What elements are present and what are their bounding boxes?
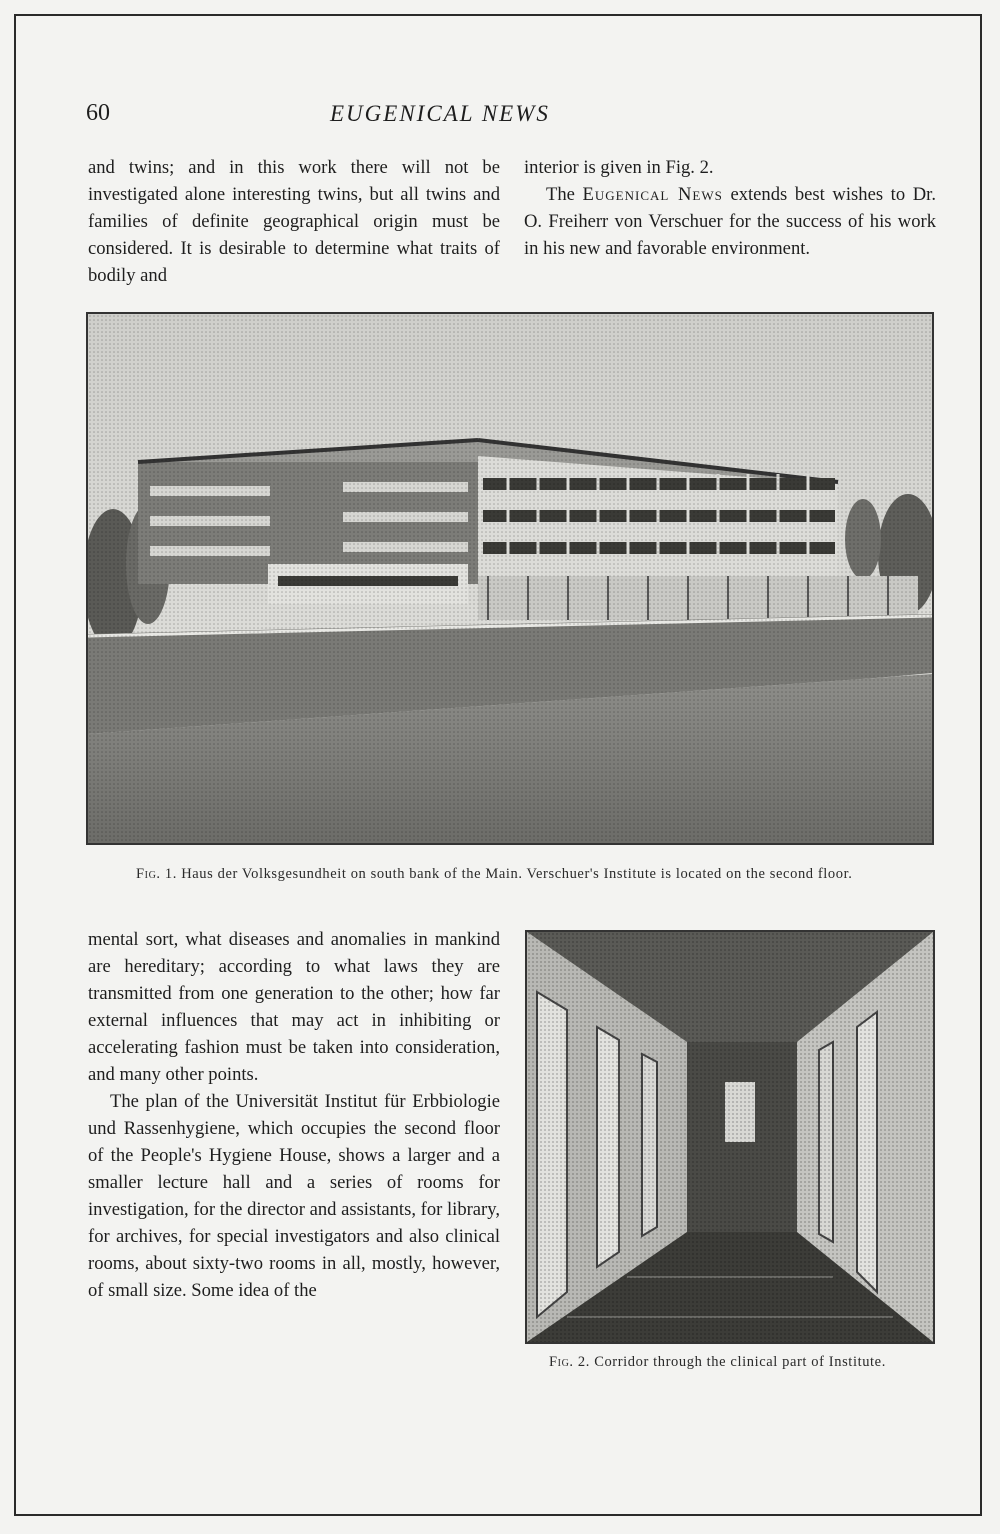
figure-1-building-photo: [86, 312, 934, 845]
column-bottom-left: [88, 926, 500, 1304]
caption-text: Corridor through the clinical part of Institute.: [594, 1354, 886, 1370]
caption-text: Haus der Volksgesundheit on south bank of the Main. Verschuer's Institute is located on the second floor.: [181, 866, 853, 882]
figure-label: Fig. 2.: [549, 1354, 590, 1370]
column-top-left: [88, 154, 500, 289]
page-number: 60: [86, 100, 110, 126]
corridor-illustration: [527, 932, 933, 1342]
paragraph-rest: extends best wishes to Dr. O. Freiherr von Verschuer for the success of his work in his new and favorable environment.: [524, 184, 936, 259]
figure-label: Fig. 1.: [136, 866, 177, 882]
paragraph: [524, 181, 936, 262]
paragraph-prefix: The: [546, 184, 575, 205]
column-top-right: [524, 154, 936, 262]
paragraph: mental sort, what diseases and anomalies in mankind are hereditary; according to what laws they are transmitted from one generation to the other; how far external influences that may act in inhibiting or accelerating fashion must be taken into consideration, and many other points.: [88, 929, 500, 1085]
running-title: EUGENICAL NEWS: [330, 101, 550, 126]
paragraph: The plan of the Universität Institut für Erbbiologie und Rassenhygiene, which occupies the second floor of the People's Hygiene House, shows a larger and a smaller lecture hall and a series of rooms for investigation, for the director and assistants, for library, for archives, for special investigators and also clinical rooms, about sixty-two rooms in all, mostly, however, of small size. Some idea of the: [88, 1091, 500, 1301]
figure-2-caption: [525, 1352, 937, 1372]
building-illustration: [88, 314, 932, 843]
paragraph: interior is given in Fig. 2.: [524, 157, 714, 178]
figure-2-corridor-photo: [525, 930, 935, 1344]
figure-1-caption: [112, 864, 922, 884]
publication-name: Eugenical News: [582, 184, 723, 205]
paragraph: and twins; and in this work there will not be investigated alone interesting twins, but all twins and families of definite geographical origin must be considered. It is desirable to determine what traits of bodily and: [88, 157, 500, 286]
